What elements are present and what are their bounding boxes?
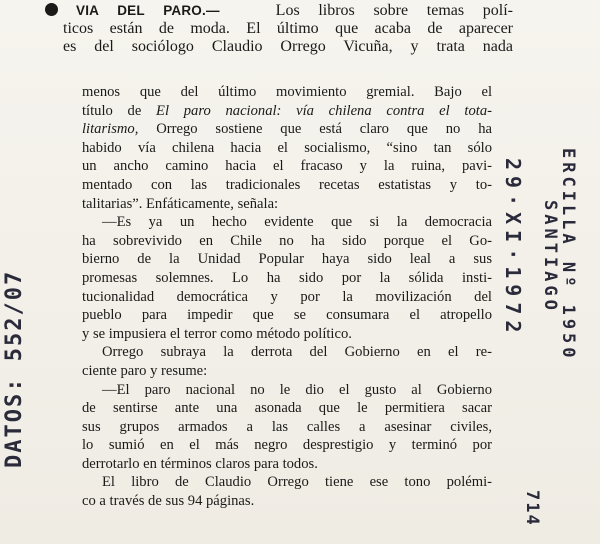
handwritten-city: SANTIAGO: [540, 200, 560, 314]
handwritten-date: 29·XI·1972: [501, 158, 525, 339]
book-title: El paro nacional: vía chilena contra el tota-: [156, 102, 492, 119]
intro-line: ticos están de moda. El último que acaba de aparecer: [63, 20, 513, 37]
intro-text: Los libros sobre temas polí-: [275, 2, 513, 19]
body-text: título de: [82, 102, 142, 119]
quote-line: —El paro nacional no le dio el gusto al Gobierno: [102, 381, 492, 398]
quote-line: y se impusiera el terror como método político.: [82, 325, 352, 342]
handwritten-publication: ERCILLA Nº 1950: [558, 148, 578, 362]
body-line: ciente paro y resume:: [82, 362, 208, 379]
quote-line: pueblo para impedir que se consumara el atropello: [82, 307, 492, 324]
quote-line: sus grupos armados a las calles a asesinar civiles,: [82, 418, 492, 435]
bullet-icon: [45, 3, 58, 16]
quote-line: lo sumió en el más negro desprestigio y terminó por: [82, 437, 492, 454]
body-line: Orrego subraya la derrota del Gobierno en el re-: [102, 344, 492, 361]
body-line: talitarias”. Enfáticamente, señala:: [82, 195, 279, 212]
body-line: El libro de Claudio Orrego tiene ese tono polémi-: [102, 474, 492, 491]
intro-line: [45, 2, 513, 20]
body-text: Orrego sostiene que está claro que no ha: [156, 121, 492, 138]
article-heading: VIA DEL PARO.—: [76, 3, 220, 18]
body-line: [82, 120, 492, 139]
quote-line: bierno de la Unidad Popular haya sido leal a sus: [82, 251, 492, 268]
body-line: co a través de sus 94 páginas.: [82, 493, 255, 510]
body-line: [82, 102, 492, 121]
quote-line: derrotarlo en términos claros para todos.: [82, 455, 318, 472]
body-line: mentado con las tradicionales recetas estatistas y to-: [82, 176, 492, 193]
handwritten-archive-code: DATOS: 552/07: [2, 269, 27, 468]
body-line: habido vía chilena hacia el socialismo, “sino tan sólo: [82, 139, 492, 156]
handwritten-page-number: 714: [522, 490, 542, 527]
quote-line: ha sobrevivido en Chile no ha sido porque el Go-: [82, 232, 492, 249]
quote-line: promesas solemnes. Lo ha sido por la sólida insti-: [82, 269, 492, 286]
body-line: menos que del último movimiento gremial. Bajo el: [82, 84, 492, 100]
quote-line: tucionalidad democrática y por la movilización del: [82, 288, 492, 305]
article-body: [82, 83, 492, 511]
book-title-cont: litarismo,: [82, 121, 139, 138]
quote-line: de sentirse ante una asonada que le permitiera sacar: [82, 400, 492, 417]
article-intro: [45, 2, 513, 56]
body-line: un ancho camino hacia el fracaso y la ruina, pavi-: [82, 158, 492, 175]
intro-line: es del sociólogo Claudio Orrego Vicuña, y trata nada: [63, 38, 513, 55]
quote-line: —Es ya un hecho evidente que si la democracia: [102, 214, 492, 231]
